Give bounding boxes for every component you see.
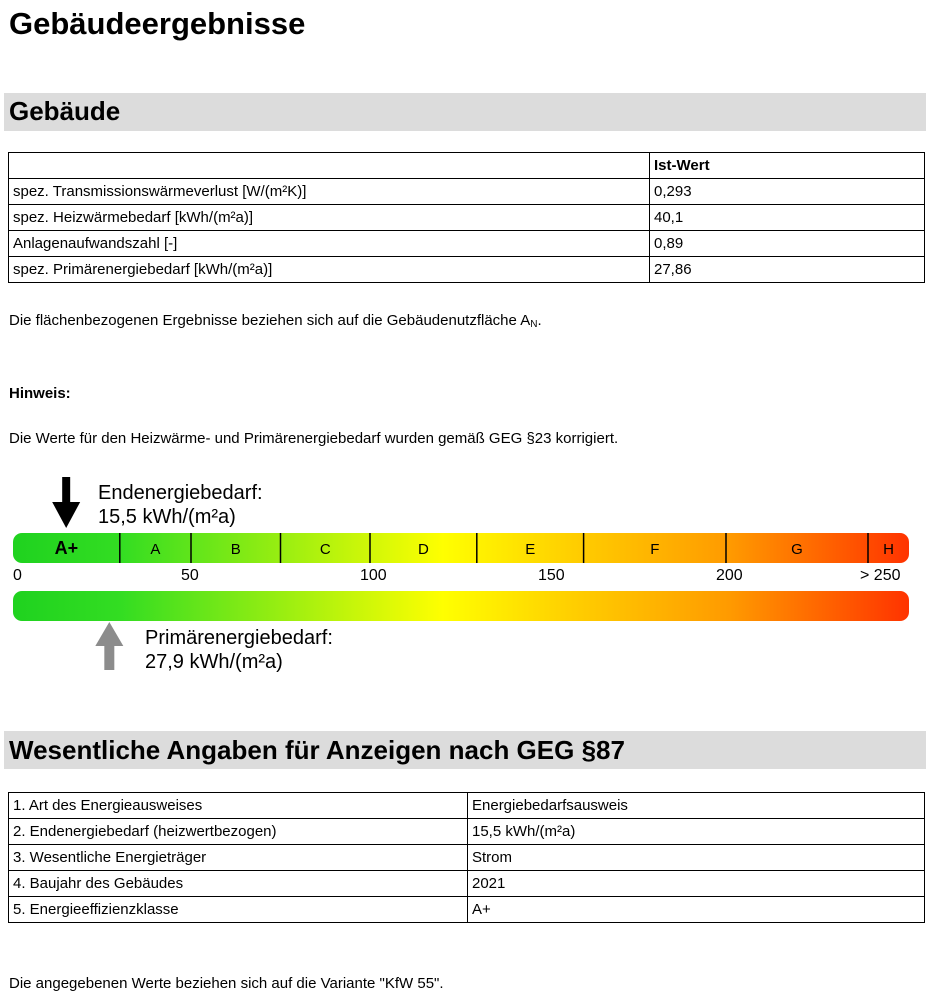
table-cell-label: spez. Heizwärmebedarf [kWh/(m²a)] [9, 205, 650, 231]
hinweis-label: Hinweis: [9, 385, 71, 402]
table-row [9, 179, 925, 205]
table-row [9, 793, 925, 819]
section-header-gebaeude [4, 93, 926, 131]
table-cell-label: 1. Art des Energieausweises [9, 793, 468, 819]
table-cell-value: Strom [468, 845, 925, 871]
table-cell-value: 2021 [468, 871, 925, 897]
primary-energy-bar [13, 591, 909, 621]
table-cell-value: 15,5 kWh/(m²a) [468, 819, 925, 845]
table-row [9, 871, 925, 897]
class-bar [13, 533, 909, 563]
end-energy-title: Endenergiebedarf: [98, 482, 263, 504]
class-label: B [230, 541, 241, 558]
table-row [9, 205, 925, 231]
table-cell-label: Anlagenaufwandszahl [-] [9, 231, 650, 257]
table-cell-value: 0,89 [650, 231, 925, 257]
table-cell-label: 5. Energieeffizienzklasse [9, 897, 468, 923]
table-cell-value: A+ [468, 897, 925, 923]
table-row [9, 231, 925, 257]
class-label: E [525, 541, 536, 558]
class-label: A+ [54, 538, 79, 558]
class-label: H [883, 541, 894, 558]
table-cell-label: spez. Primärenergiebedarf [kWh/(m²a)] [9, 257, 650, 283]
scale-tick-label: 50 [181, 567, 199, 584]
area-note-subscript: N [530, 319, 538, 330]
class-label: D [417, 541, 429, 558]
scale-tick-label: > 250 [860, 567, 901, 584]
primary-energy-title: Primärenergiebedarf: [145, 627, 333, 649]
table-cell-label: 2. Endenergiebedarf (heizwertbezogen) [9, 819, 468, 845]
table-row [9, 257, 925, 283]
table-header-row [9, 153, 925, 179]
class-label: A [150, 541, 161, 558]
building-results-table [8, 152, 925, 283]
section-title: Wesentliche Angaben für Anzeigen nach GEG §87 [9, 735, 625, 765]
hinweis-text: Die Werte für den Heizwärme- und Primärenergiebedarf wurden gemäß GEG §23 korrigiert. [9, 430, 619, 447]
geg87-table [8, 792, 925, 923]
table-row [9, 845, 925, 871]
table-cell-value: Energiebedarfsausweis [468, 793, 925, 819]
page-title: Gebäudeergebnisse [9, 6, 306, 41]
scale-tick-label: 200 [716, 567, 743, 584]
primary-energy-arrow-icon [95, 622, 123, 670]
scale-tick-label: 150 [538, 567, 565, 584]
class-label: C [319, 541, 331, 558]
table-row [9, 897, 925, 923]
table-cell-value: 0,293 [650, 179, 925, 205]
end-energy-arrow-icon [52, 477, 80, 528]
class-label: F [650, 541, 660, 558]
table-cell-label: 4. Baujahr des Gebäudes [9, 871, 468, 897]
area-note-text: Die flächenbezogenen Ergebnisse beziehen sich auf die Gebäudenutzfläche A [9, 312, 531, 329]
scale-tick-label: 100 [360, 567, 387, 584]
table-cell-value: 27,86 [650, 257, 925, 283]
table-cell-label: spez. Transmissionswärmeverlust [W/(m²K)] [9, 179, 650, 205]
scale-tick-label: 0 [13, 567, 22, 584]
variant-note: Die angegebenen Werte beziehen sich auf die Variante "KfW 55". [9, 975, 444, 992]
end-energy-value: 15,5 kWh/(m²a) [98, 506, 236, 528]
section-header-geg87 [4, 731, 926, 769]
table-cell-label: 3. Wesentliche Energieträger [9, 845, 468, 871]
table-row [9, 819, 925, 845]
section-title: Gebäude [9, 96, 121, 126]
primary-energy-value: 27,9 kWh/(m²a) [145, 651, 283, 673]
primary-energy-label [145, 626, 333, 674]
table-header-cell [9, 153, 650, 179]
table-header-cell: Ist-Wert [650, 153, 925, 179]
area-note-end: . [537, 312, 542, 329]
class-label: G [791, 541, 803, 558]
area-note [9, 311, 542, 335]
table-cell-value: 40,1 [650, 205, 925, 231]
end-energy-label [98, 481, 263, 529]
